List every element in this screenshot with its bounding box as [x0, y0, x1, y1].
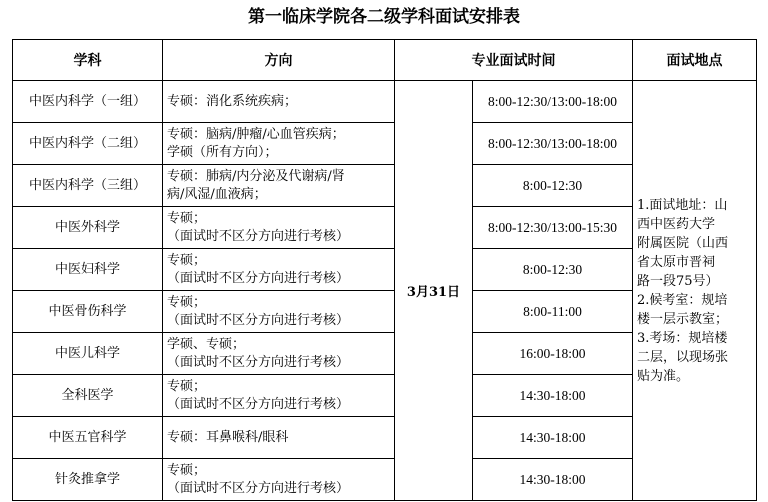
schedule-table [12, 39, 757, 501]
direction-cell: 专硕； （面试时不区分方向进行考核） [163, 459, 395, 501]
time-cell: 8:00-12:30 [473, 165, 633, 207]
direction-cell: 专硕； （面试时不区分方向进行考核） [163, 375, 395, 417]
table-row [13, 81, 757, 123]
direction-cell: 专硕； （面试时不区分方向进行考核） [163, 249, 395, 291]
time-cell: 8:00-12:30 [473, 249, 633, 291]
direction-cell: 专硕； （面试时不区分方向进行考核） [163, 207, 395, 249]
date-cell: 3月31日 [395, 81, 473, 501]
time-cell: 8:00-12:30/13:00-18:00 [473, 81, 633, 123]
subject-cell: 中医五官科学 [13, 417, 163, 459]
header-time: 专业面试时间 [395, 40, 633, 81]
subject-cell: 中医内科学（三组） [13, 165, 163, 207]
subject-cell: 针灸推拿学 [13, 459, 163, 501]
header-subject: 学科 [13, 40, 163, 81]
header-location: 面试地点 [633, 40, 757, 81]
page-title: 第一临床学院各二级学科面试安排表 [248, 7, 520, 27]
subject-cell: 中医骨伤科学 [13, 291, 163, 333]
time-cell: 8:00-12:30/13:00-18:00 [473, 123, 633, 165]
direction-cell: 专硕； （面试时不区分方向进行考核） [163, 291, 395, 333]
time-cell: 14:30-18:00 [473, 459, 633, 501]
direction-cell: 专硕：消化系统疾病； [163, 81, 395, 123]
time-cell: 8:00-11:00 [473, 291, 633, 333]
time-cell: 14:30-18:00 [473, 375, 633, 417]
subject-cell: 中医外科学 [13, 207, 163, 249]
header-direction: 方向 [163, 40, 395, 81]
direction-cell: 专硕：耳鼻喉科/眼科 [163, 417, 395, 459]
subject-cell: 中医内科学（二组） [13, 123, 163, 165]
table-header-row [13, 40, 757, 81]
time-cell: 8:00-12:30/13:00-15:30 [473, 207, 633, 249]
direction-cell: 专硕：肺病/内分泌及代谢病/肾 病/风湿/血液病； [163, 165, 395, 207]
subject-cell: 中医妇科学 [13, 249, 163, 291]
time-cell: 16:00-18:00 [473, 333, 633, 375]
subject-cell: 全科医学 [13, 375, 163, 417]
location-cell: 1.面试地址：山 西中医药大学 附属医院（山西 省太原市晋祠 路一段75号） 2.候考室：规培 楼一层示教室； 3.考场：规培楼 二层，以现场张 贴为准。 [633, 81, 757, 501]
subject-cell: 中医儿科学 [13, 333, 163, 375]
subject-cell: 中医内科学（一组） [13, 81, 163, 123]
time-cell: 14:30-18:00 [473, 417, 633, 459]
direction-cell: 学硕、专硕； （面试时不区分方向进行考核） [163, 333, 395, 375]
direction-cell: 专硕：脑病/肿瘤/心血管疾病； 学硕（所有方向）； [163, 123, 395, 165]
